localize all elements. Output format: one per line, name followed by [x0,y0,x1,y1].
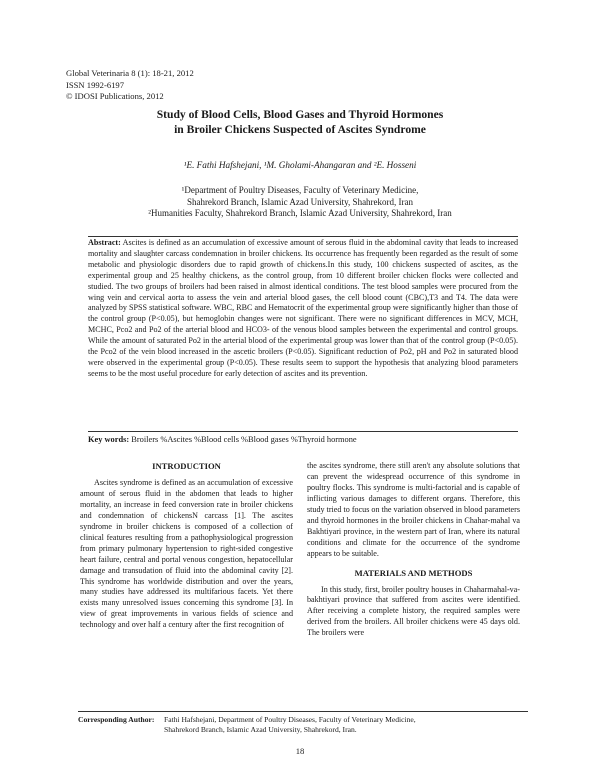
corresponding-author-line-2: Shahrekord Branch, Islamic Azad University, Shahrekord, Iran. [164,725,357,734]
corresponding-author-line-1: Fathi Hafshejani, Department of Poultry Diseases, Faculty of Veterinary Medicine, [164,715,416,724]
keywords-rule [88,431,518,432]
paper-title [60,107,540,137]
journal-citation: Global Veterinaria 8 (1): 18-21, 2012 [66,68,194,78]
introduction-paragraph-1: Ascites syndrome is defined as an accumulation of excessive amount of serous fluid in the abdomen that leads to higher mortality, an increase in feed conversion rate in broiler chickens and condemnation of chickensN carcass [1]. The ascites syndrome in broiler chickens is composed of a collection of clinical features resulting from a pathophysiological progression from primary pulmonary hypertension to right-sided congestive heart failure, central and portal venous congestion, hepatocellular damage and transudation of fluid into the abdominal cavity [2]. This syndrome has worldwide distribution and over the years, many studies have addressed its multifarious facets. Yet there exists many unresolved issues concerning this syndrome [3]. In view of great improvements in various fields of science and technology and over half a century after the first recognition of [80,477,293,630]
keywords-text: Broilers %Ascites %Blood cells %Blood gases %Thyroid hormone [131,435,357,444]
journal-header [66,68,194,103]
affiliation-line-3: ²Humanities Faculty, Shahrekord Branch, Islamic Azad University, Shahrekord, Iran [148,208,452,219]
methods-paragraph-1: In this study, first, broiler poultry houses in Chaharmahal-va-bakhtiyari province that suffered from ascites were identified. After receiving a complete history, the required samples were derived from the broilers. All broiler chickens were 45 days old. The broilers were [307,584,520,638]
journal-copyright: © IDOSI Publications, 2012 [66,91,164,101]
page-number: 18 [295,746,305,756]
keywords [88,435,518,444]
title-line-1: Study of Blood Cells, Blood Gases and Thyroid Hormones [156,108,444,121]
abstract [88,238,518,380]
author-list: ¹E. Fathi Hafshejani, ¹M. Gholami-Ahangaran and ²E. Hosseni [183,160,417,170]
corresponding-author-text [164,715,524,735]
keywords-label: Key words: [88,435,130,444]
column-left [80,461,293,631]
abstract-label: Abstract: [88,238,121,247]
corresponding-author-label: Corresponding Author: [78,715,155,724]
abstract-text: Ascites is defined as an accumulation of excessive amount of serous fluid in the abdominal cavity that leads to increased mortality and slaughter carcass condemnation in broiler chickens. Its occurrence has frequently been regarded as the result of some metabolic and physiologic disorders due to rapid growth of chickens.In this study, 100 chickens suspected of ascites, as the experimental group and 25 healthy chickens, as the control group, from 10 different broiler chicken flocks were collected and studied. The two groups of broilers had been raised in almost identical conditions. The test blood samples were procured from the wing vein and cervical aorta to assess the vein and arterial blood gases, the cell blood count (CBC),T3 and T4. The data were analyzed by SPSS statistical software. WBC, RBC and Hematocrit of the experimental group were significantly higher than those of the control group (P<0.05), but hemoglobin changes were not significant. There were no significant differences in MCV, MCH, MCHC, Pco2 and Po2 of the arterial blood and HCO3- of the venous blood samples between the experimental and control groups. While the amount of saturated Po2 in the arterial blood of the experimental group was lower than that of the control group (P<0.05). the Pco2 of the vein blood increased in the ascetic broilers (P<0.05). Significant reduction of Po2, pH and Po2 in saturated blood were observed in the experimental group (P<0.05). These results seem to support the hypothesis that analyzing blood parameters seems to be the most useful procedure for early detection of ascites and its prevention. [88,238,519,378]
introduction-heading: INTRODUCTION [152,461,221,471]
column-right [307,461,520,639]
methods-heading: MATERIALS AND METHODS [354,567,473,578]
footer-rule [78,711,528,712]
introduction-paragraph-2: the ascites syndrome, there still aren't any absolute solutions that can prevent the widespread occurrence of this syndrome in poultry flocks. This syndrome is multi-factorial and is capable of inflicting various damages to different organs. Therefore, this study tried to focus on the variation observed in blood parameters and thyroid hormones in the broiler chickens in Chahar-mahal va Bakhtiyari province, in the western part of Iran, where its natural conditions and climate for the occurrence of the syndrome appears to be suitable. [307,461,520,558]
corresponding-author [78,715,538,735]
abstract-top-rule [88,236,518,237]
affiliation-line-1: ¹Department of Poultry Diseases, Faculty of Veterinary Medicine, [181,185,419,195]
title-line-2: in Broiler Chickens Suspected of Ascites Syndrome [174,123,426,136]
affiliation-line-2: Shahrekord Branch, Islamic Azad University, Shahrekord, Iran [186,196,414,207]
affiliations [60,185,540,220]
journal-issn: ISSN 1992-6197 [66,79,125,90]
